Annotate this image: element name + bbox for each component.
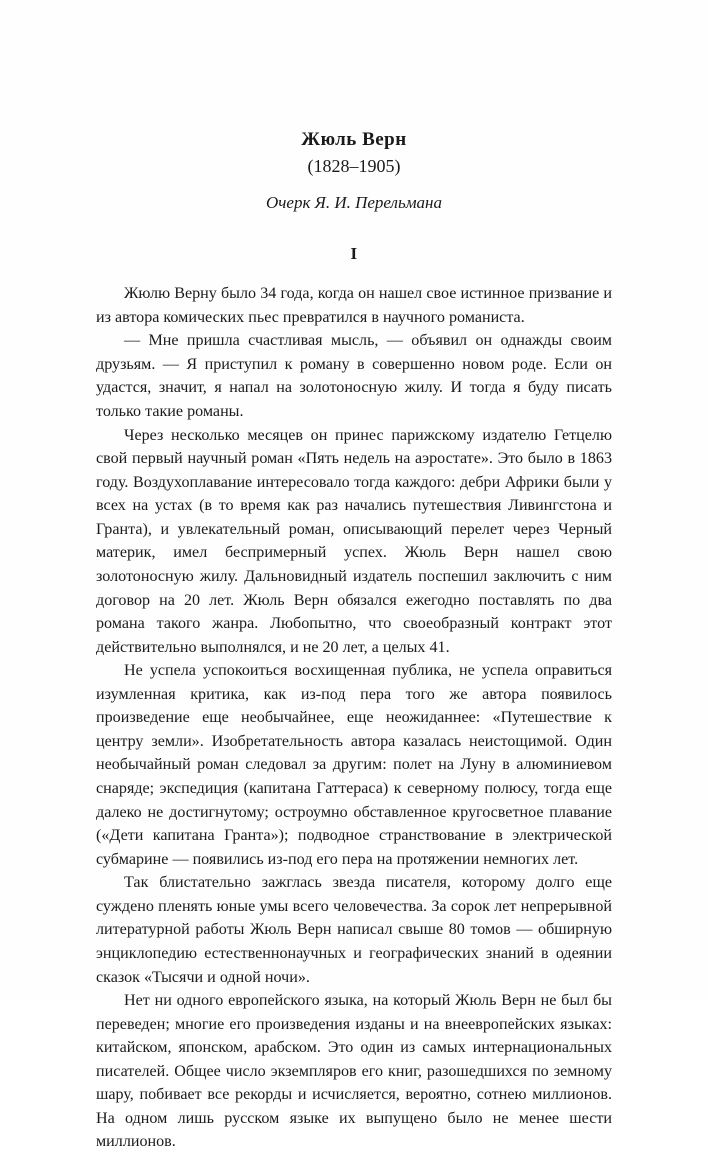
paragraph: Нет ни одного европейского языка, на который Жюль Верн не был бы переведен; многие его произведения изданы и на внеевропейских языках: китайском, японском, арабском. Это один из самых интернациональных писателей. Общее число экземпляров его книг, разошедшихся по земному шару, побивает все рекорды и исчисляется, вероятно, сотнею миллионов. На одном лишь русском языке их выпущено было не менее шести миллионов. bbox=[96, 992, 612, 1151]
paragraph: Через несколько месяцев он принес парижскому издателю Гетцелю свой первый научный роман «Пять недель на аэростате». Это было в 1863 году. Воздухоплавание интересовало тогда каждого: дебри Африки были у всех на устах (в то время как раз начались путешествия Ливингстона и Гранта), и увлекательный роман, описывающий перелет через Черный материк, имел беспримерный успех. Жюль Верн нашел свою золотоносную жилу. Дальновидный издатель поспешил заключить с ним договор на 20 лет. Жюль Верн обязался ежегодно поставлять по два романа такого жанра. Любопытно, что своеобразный контракт этот действительно выполнялся, и не 20 лет, а целых 41. bbox=[96, 426, 612, 656]
author-dates: (1828–1905) bbox=[307, 155, 401, 176]
paragraph: — Мне пришла счастливая мысль, — объявил он однажды своим друзьям. — Я приступил к роману в совершенно новом роде. Если он удастся, значит, я напал на золотоносную жилу. И тогда я буду писать только такие романы. bbox=[96, 332, 612, 421]
paragraph: Не успела успокоиться восхищенная публика, не успела оправиться изумленная критика, как из-под пера того же автора появилось произведение еще необычайнее, еще неожиданнее: «Путешествие к центру земли». Изобретательность автора казалась неистощимой. Один необычайный роман следовал за другим: полет на Луну в алюминиевом снаряде; экспедиция (капитана Гаттераса) к северному полюсу, тогда еще далеко не достигнутому; остроумно обставленное кругосветное плавание («Дети капитана Гранта»); подводное странствование в электрической субмарине — появились из-под его пера на протяжении немногих лет. bbox=[96, 662, 612, 868]
paragraph: Так блистательно зажглась звезда писателя, которому долго еще суждено пленять юные умы всего человечества. За сорок лет непрерывной литературной работы Жюль Верн написал свыше 80 томов — обширную энциклопедию естественнонаучных и географических знаний в одеянии сказок «Тысячи и одной ночи». bbox=[96, 874, 612, 986]
essay-attribution: Очерк Я. И. Перельмана bbox=[266, 193, 442, 213]
page-title: Жюль Верн bbox=[301, 129, 407, 150]
paragraph: Жюлю Верну было 34 года, когда он нашел свое истинное призвание и из автора комических пьес превратился в научного романиста. bbox=[96, 285, 612, 326]
section-number: I bbox=[350, 244, 358, 264]
title-block bbox=[96, 128, 612, 214]
body-text bbox=[96, 282, 612, 1154]
